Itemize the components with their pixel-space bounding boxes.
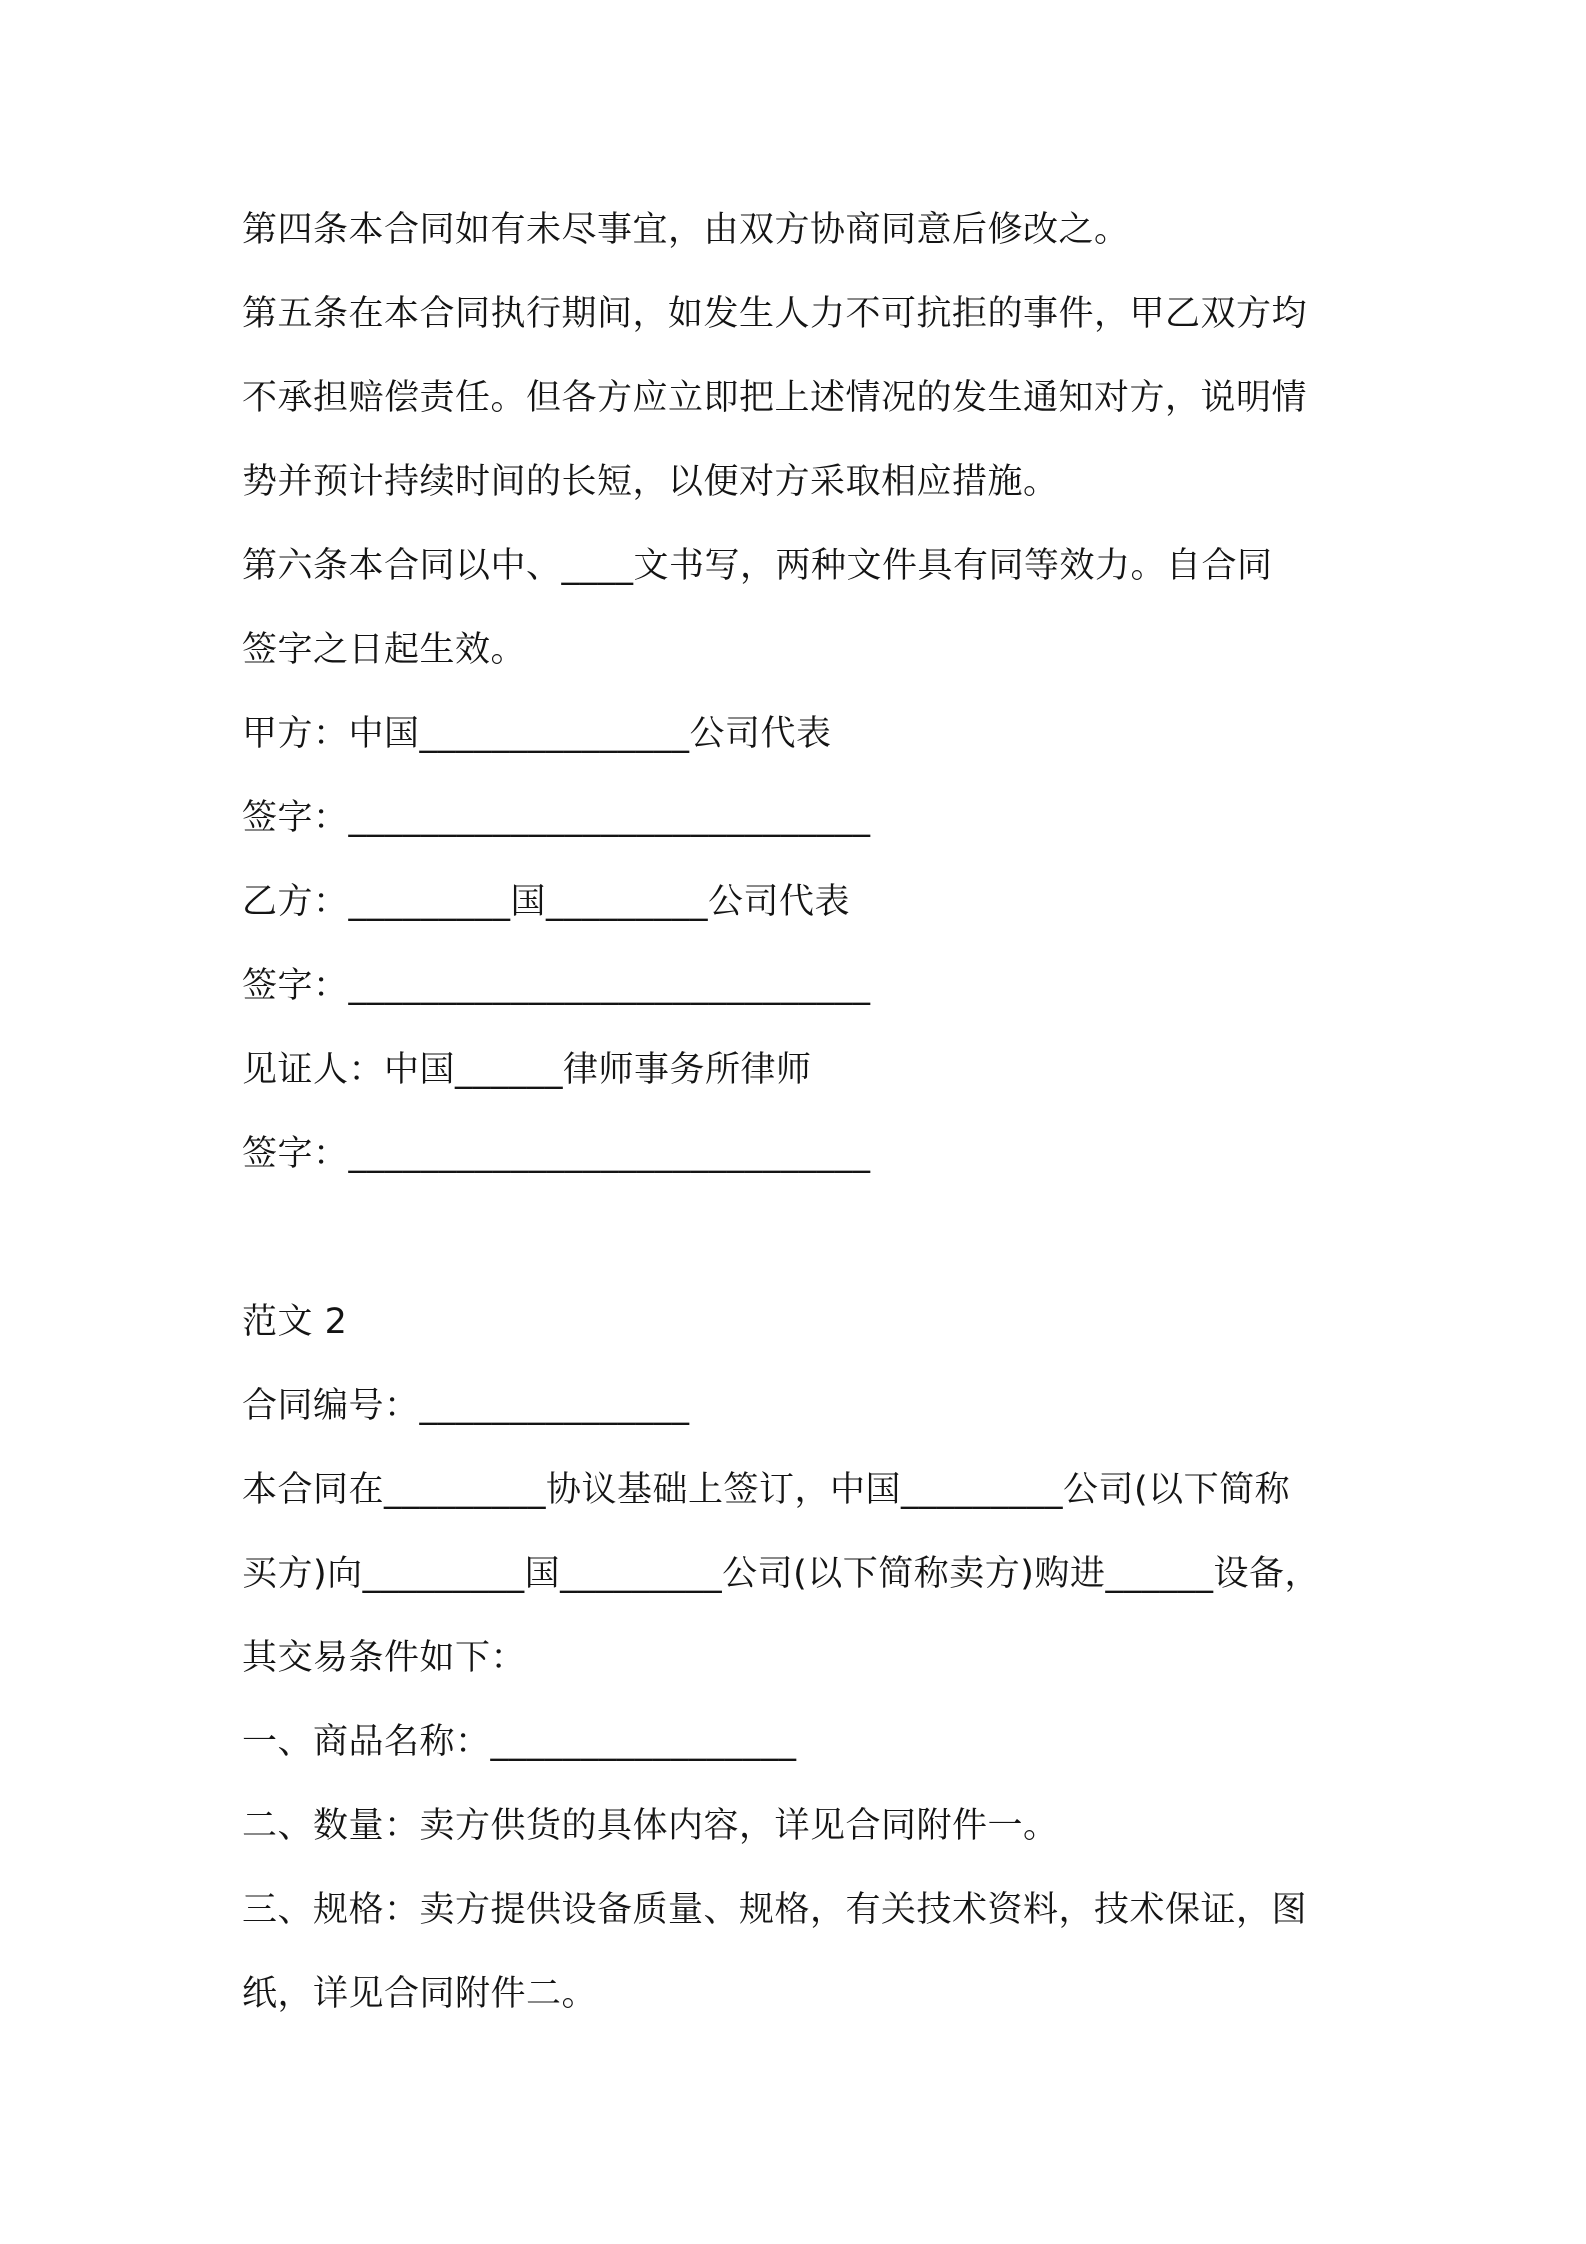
intro-line-3: 其交易条件如下： [242, 1638, 527, 1678]
party-b-line: 乙方：_________国_________公司代表 [242, 882, 851, 922]
party-a-line: 甲方：中国_______________公司代表 [242, 714, 832, 754]
intro-line-1: 本合同在_________协议基础上签订，中国_________公司(以下简称 [242, 1470, 1291, 1510]
article-4-text: 第四条本合同如有未尽事宜，由双方协商同意后修改之。 [242, 210, 1130, 250]
item-3-spec-line-1: 三、规格：卖方提供设备质量、规格，有关技术资料，技术保证，图 [242, 1890, 1308, 1930]
intro-line-2: 买方)向_________国_________公司(以下简称卖方)购进______设备， [242, 1554, 1320, 1594]
article-6-line-1: 第六条本合同以中、____文书写，两种文件具有同等效力。自合同 [242, 546, 1273, 586]
article-5-line-2: 不承担赔偿责任。但各方应立即把上述情况的发生通知对方，说明情 [242, 378, 1308, 418]
witness-line: 见证人：中国______律师事务所律师 [242, 1050, 812, 1090]
item-2-quantity: 二、数量：卖方供货的具体内容，详见合同附件一。 [242, 1806, 1059, 1846]
item-3-spec-line-2: 纸，详见合同附件二。 [242, 1974, 598, 2014]
item-1-product-name: 一、商品名称：_________________ [242, 1722, 797, 1762]
article-5-line-3: 势并预计持续时间的长短，以便对方采取相应措施。 [242, 462, 1059, 502]
party-a-signature-line: 签字：_____________________________ [242, 798, 871, 838]
sample-2-heading: 范文 2 [242, 1302, 348, 1342]
witness-signature-line: 签字：_____________________________ [242, 1134, 871, 1174]
article-5-line-1: 第五条在本合同执行期间，如发生人力不可抗拒的事件，甲乙双方均 [242, 294, 1308, 334]
contract-number-line: 合同编号：_______________ [242, 1386, 690, 1426]
article-6-line-2: 签字之日起生效。 [242, 630, 527, 670]
party-b-signature-line: 签字：_____________________________ [242, 966, 871, 1006]
